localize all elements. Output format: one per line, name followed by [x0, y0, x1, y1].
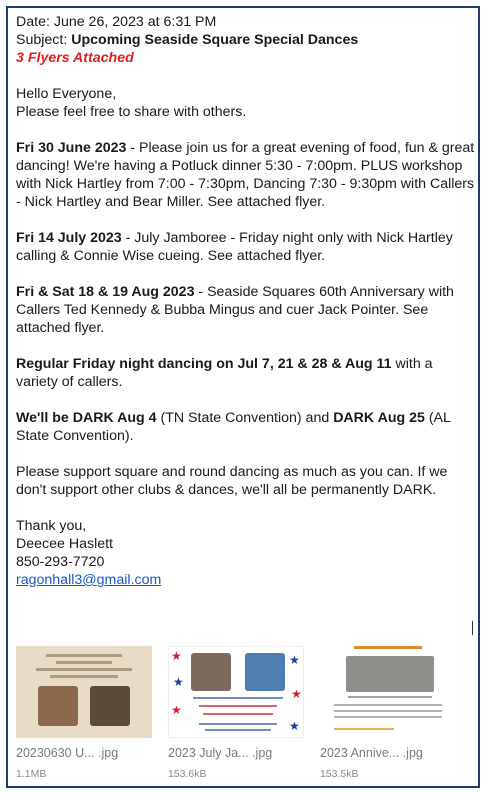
attachment-3-thumbnail[interactable] [320, 646, 456, 738]
callers-photo-icon [346, 656, 434, 692]
greeting: Hello Everyone, [16, 86, 117, 102]
caller-photo-icon [38, 686, 78, 726]
event-text-august: - Seaside Squares 60th Anniversary with Callers Ted Kennedy & Bubba Mingus and cuer Jack Pointer. See attached flyer. [16, 284, 454, 336]
event-date-august: Fri & Sat 18 & 19 Aug 2023 [16, 284, 195, 300]
email-frame [6, 6, 480, 788]
subject-text: Upcoming Seaside Square Special Dances [71, 32, 359, 48]
flyers-note: 3 Flyers Attached [16, 50, 134, 66]
star-icon: ★ [171, 703, 182, 717]
subject-prefix: Subject: [16, 32, 72, 48]
attachment-2[interactable] [168, 646, 308, 780]
signature-email-link[interactable]: ragonhall3@gmail.com [16, 572, 162, 588]
star-icon: ★ [289, 719, 300, 733]
star-icon: ★ [173, 675, 184, 689]
caller-photo-icon [191, 653, 231, 691]
regular-dancing-paragraph [16, 355, 476, 391]
star-icon: ★ [289, 653, 300, 667]
date-line: Date: June 26, 2023 at 6:31 PM [16, 14, 217, 30]
attachment-3-size: 153.5kB [320, 768, 359, 780]
attachment-2-size: 153.6kB [168, 768, 207, 780]
signature-phone: 850-293-7720 [16, 554, 105, 570]
event-date-july: Fri 14 July 2023 [16, 230, 122, 246]
star-icon: ★ [291, 687, 302, 701]
attachment-2-name: 2023 July Ja... .jpg [168, 746, 273, 760]
regular-dancing-dates: Regular Friday night dancing on Jul 7, 21 & 28 & Aug 11 [16, 356, 392, 372]
dark-text-1: (TN State Convention) and [156, 410, 334, 426]
event-text-july: - July Jamboree - Friday night only with Nick Hartley calling & Connie Wise cueing. See attached flyer. [16, 230, 453, 264]
attachment-2-thumbnail[interactable] [168, 646, 304, 738]
regular-dancing-text: with a variety of callers. [16, 356, 433, 390]
attachment-1-size: 1.1MB [16, 768, 47, 780]
attachment-3[interactable] [320, 646, 460, 780]
event-date-june: Fri 30 June 2023 [16, 140, 127, 156]
dark-text-2: (AL State Convention). [16, 410, 451, 444]
star-icon: ★ [171, 649, 182, 663]
signature-name: Deecee Haslett [16, 536, 113, 552]
attachments-bar [16, 646, 476, 786]
dark-date-1: We'll be DARK Aug 4 [16, 410, 157, 426]
support-paragraph: Please support square and round dancing as much as you can. If we don't support other clubs & dances, we'll all be permanently DARK. [16, 464, 448, 498]
attachment-3-name: 2023 Annive... .jpg [320, 746, 423, 760]
greeting-share-line: Please feel free to share with others. [16, 104, 247, 120]
attachment-1-name: 20230630 U... .jpg [16, 746, 119, 760]
attachment-1-thumbnail[interactable] [16, 646, 152, 738]
dark-date-2: DARK Aug 25 [333, 410, 425, 426]
cuer-photo-icon [245, 653, 285, 691]
event-paragraph-august [16, 283, 476, 337]
event-text-june: - Please join us for a great evening of food, fun & great dancing! We're having a Potluck dinner 5:30 - 7:00pm. PLUS workshop with Nick Hartley from 7:00 - 7:30pm, Dancing 7:30 - 9:30pm with Callers - Nick Hartley and Bear Miller. See attached flyer. [16, 140, 475, 210]
caller-photo-icon [90, 686, 130, 726]
subject-line [16, 31, 476, 49]
dark-dates-paragraph [16, 409, 476, 445]
signature-thanks: Thank you, [16, 518, 87, 534]
email-body [16, 13, 476, 589]
event-paragraph-july [16, 229, 476, 265]
event-paragraph-june [16, 139, 476, 211]
attachment-1[interactable] [16, 646, 156, 780]
text-cursor [472, 621, 473, 635]
